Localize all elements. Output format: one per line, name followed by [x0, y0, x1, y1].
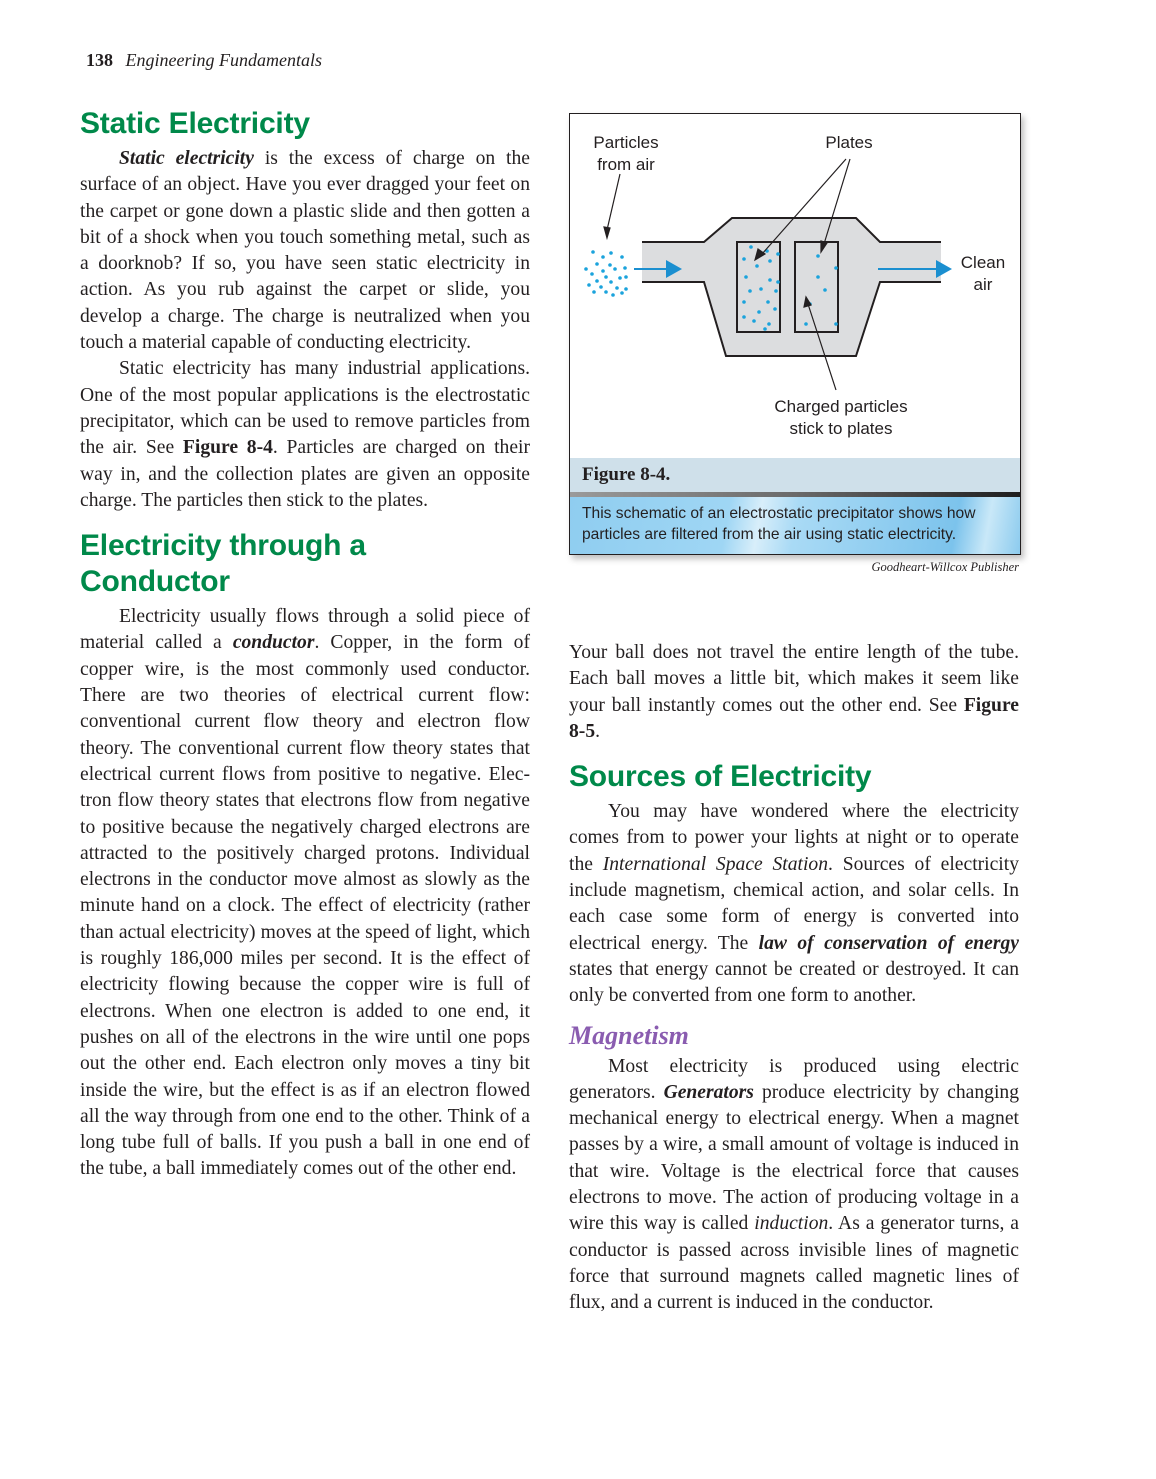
figure-8-4: [569, 113, 1021, 555]
label-charged-particles: Charged particles stick to plates: [774, 397, 908, 438]
figure-title-bar: [570, 458, 1020, 492]
key-term: law of conservation of energy: [758, 932, 1019, 954]
figure-caption: This schematic of an electrostatic precipitator shows how particles are filtered from the air using static electricity.: [582, 505, 976, 543]
figure-credit: Goodheart-Willcox Publisher: [871, 560, 1019, 574]
right-column: [569, 640, 1019, 1317]
paragraph-magnetism-1: Most electricity is produced using electric generators. Generators produce electricity by changing mechanical energy to electrical energy. When a magnet passes by a wire, a small amount of voltage is induced in that wire. Voltage is the electrical force that causes electrons to move. The action of producing voltage in a wire this way is called induction. As a generator turns, a conductor is passed across invisible lines of magnetic force that surround magnets called magnetic lines of flux, and a current is induced in the conductor.: [569, 1055, 1019, 1314]
paragraph-static-1: Static electricity is the excess of charge on the surface of an object. Have you ever dragged your feet on the carpet or gone down a plastic slide and then gotten a bit of a shock when you touch something metal, such as a doorknob? If so, you have seen static electricity in action. As you rub against the carpet or slide, you develop a charge. The charge is neutralized when you touch a material capable of conducting electricity.: [80, 148, 530, 354]
paragraph-conductor-1: Electricity usually flows through a solid piece of material called a conductor. Copper, in the form of copper wire, is the most commonly used conductor. There are two theories of electrical current flow: conventional current flow theory and electron flow theory. The conventional current flow theory states that electrical current flows from positive to negative. Electron flow theory states that electrons flow from negative to positive because the negatively charged electrons are attracted to the positively charged protons. Individual electrons in the conductor move almost as slowly as the minute hand on a clock. The effect of electricity (rather than actual electricity) moves at the speed of light, which is roughly 186,000 miles per second. It is the effect of electricity flowing because the copper wire is full of electrons. When one electron is added to one end, it pushes on all of the electrons in the wire until one pops out the other end. Each electron only moves a tiny bit inside the wire, but the effect is as if an electron flowed all the way through from one end to the other. Think of a long tube full of balls. If you push a ball in one end of the tube, a ball immediately comes out of the other end.: [80, 606, 530, 1180]
heading-conductor: Electricity through a Conductor: [80, 529, 366, 599]
label-plates: Plates: [825, 133, 873, 152]
incoming-particles: [584, 250, 628, 297]
heading-magnetism: Magnetism: [569, 1020, 689, 1050]
label-clean-air: Clean air: [960, 253, 1006, 294]
paragraph-conductor-2: Your ball does not travel the entire length of the tube. Each ball moves a little bit, which makes it seem like your ball instantly comes out the other end. See Figure 8-5.: [569, 642, 1019, 742]
key-term: Generators: [663, 1081, 754, 1103]
key-term: Static electricity: [119, 148, 254, 169]
page-number: 138: [86, 50, 113, 70]
precipitator-body: [642, 218, 941, 356]
heading-static-electricity: Static Electricity: [80, 107, 310, 140]
label-particles-from-air: Particles from air: [593, 133, 659, 174]
left-column: [80, 106, 530, 1183]
heading-sources: Sources of Electricity: [569, 760, 872, 794]
outflow-arrow-icon: [936, 260, 952, 278]
figure-caption-bar: [570, 497, 1020, 554]
book-title: Engineering Fundamentals: [125, 50, 322, 70]
key-term: conductor: [232, 632, 315, 654]
italic-term: International Space Station: [602, 853, 829, 875]
figure-title: Figure 8-4.: [582, 464, 671, 485]
paragraph-sources-1: You may have wondered where the electricity comes from to power your lights at night or to operate the International Space Station. Sources of electricity include magnetism, chemical action, and solar cells. In each case some form of energy is converted into electrical energy. The law of conservation of energy states that energy cannot be created or destroyed. It can only be converted from one form to another.: [569, 801, 1019, 1007]
figure-reference: Figure 8-4: [182, 437, 273, 459]
italic-term: induction: [754, 1213, 829, 1235]
running-head: [86, 50, 322, 71]
paragraph-static-2: Static electricity has many industrial applications. One of the most popular applications is the electrostatic precipitator, which can be used to remove particles from the air. See Figure 8-4. Particles are charged on their way in, and the collection plates are given an opposite charge. The particles then stick to the plates.: [80, 358, 530, 511]
figure-reference: Figure 8-5: [569, 694, 1019, 742]
